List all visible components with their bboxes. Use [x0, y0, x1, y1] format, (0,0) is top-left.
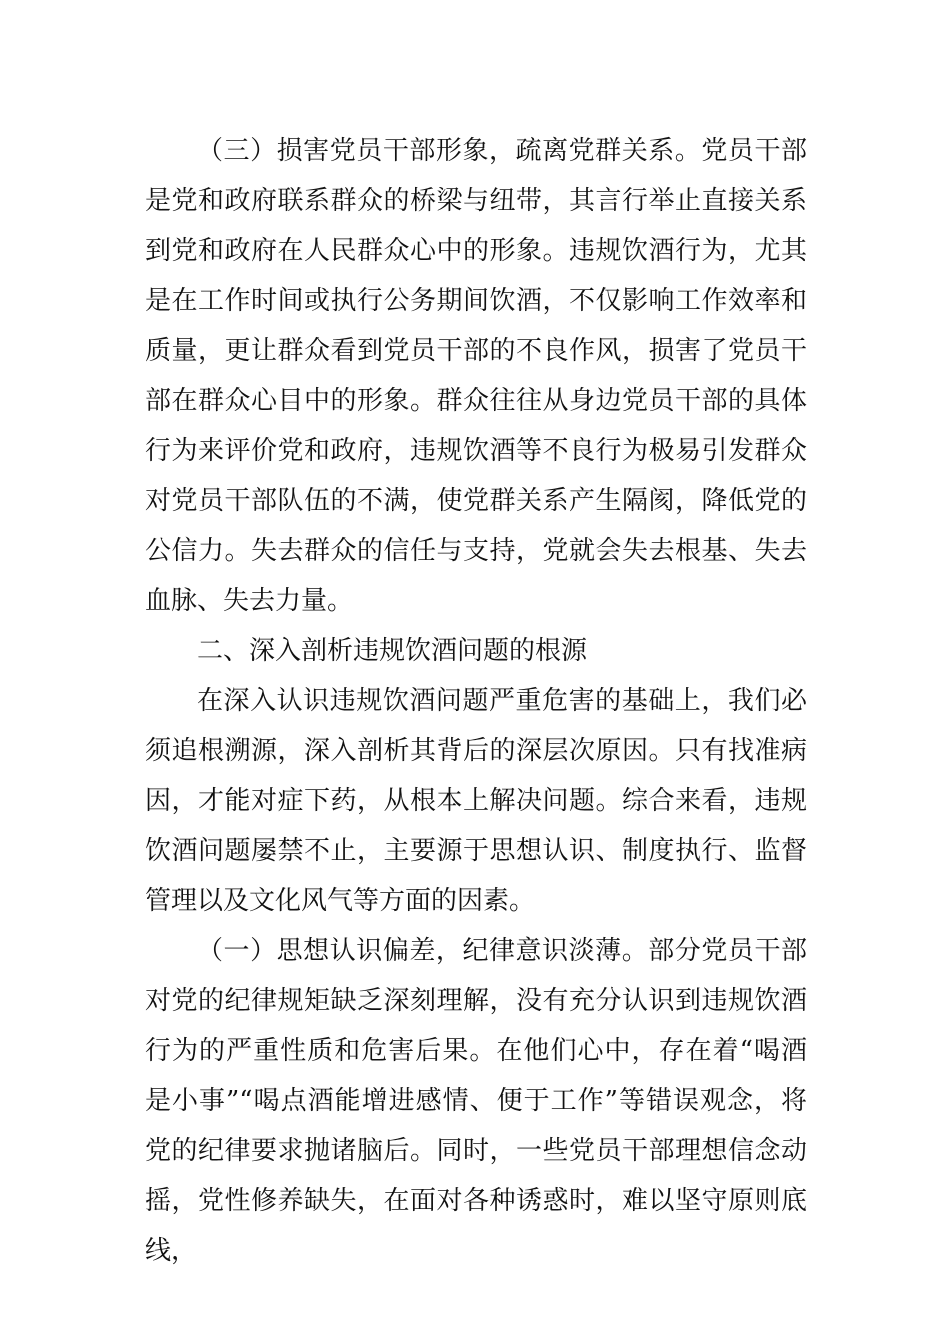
paragraph-damage-party-image: （三）损害党员干部形象，疏离党群关系。党员干部是党和政府联系群众的桥梁与纽带，其言行举止直接关系到党和政府在人民群众心中的形象。违规饮酒行为，尤其是在工作时间或执行公务期间饮酒，不仅影响工作效率和质量，更让群众看到党员干部的不良作风，损害了党员干部在群众心目中的形象。群众往往从身边党员干部的具体行为来评价党和政府，违规饮酒等不良行为极易引发群众对党员干部队伍的不满，使党群关系产生隔阂，降低党的公信力。失去群众的信任与支持，党就会失去根基、失去血脉、失去力量。	[145, 136, 807, 616]
paragraph-root-causes-intro: 在深入认识违规饮酒问题严重危害的基础上，我们必须追根溯源，深入剖析其背后的深层次原因。只有找准病因，才能对症下药，从根本上解决问题。综合来看，违规饮酒问题屡禁不止，主要源于思想认识、制度执行、监督管理以及文化风气等方面的因素。	[145, 686, 807, 916]
section-heading-root-causes: 二、深入剖析违规饮酒问题的根源	[197, 636, 588, 666]
document-body	[145, 126, 807, 1276]
paragraph-ideological-bias: （一）思想认识偏差，纪律意识淡薄。部分党员干部对党的纪律规矩缺乏深刻理解，没有充分认识到违规饮酒行为的严重性质和危害后果。在他们心中，存在着“喝酒是小事”“喝点酒能增进感情、便于工作”等错误观念，将党的纪律要求抛诸脑后。同时，一些党员干部理想信念动摇，党性修养缺失，在面对各种诱惑时，难以坚守原则底线，	[145, 936, 807, 1266]
